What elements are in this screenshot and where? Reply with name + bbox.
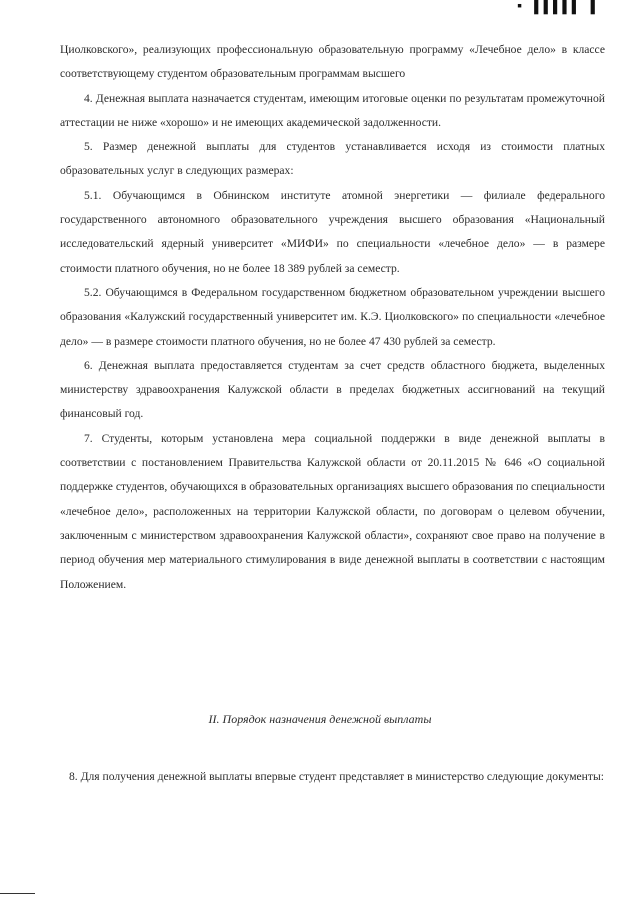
footnote-divider (0, 893, 35, 894)
paragraph-continuation: Циолковского», реализующих профессиональную образовательную программу «Лечебное дело» в классе соответствующему студентом образовательным программам высшего (60, 43, 605, 81)
section-heading: II. Порядок назначения денежной выплаты (208, 712, 432, 726)
paragraph-6: 6. Денежная выплата предоставляется студентам за счет средств областного бюджета, выделенных министерству здравоохранения Калужской области в пределах бюджетных ассигнований на текущий финансовый год. (60, 358, 605, 421)
paragraph-7: 7. Студенты, которым установлена мера социальной поддержки в виде денежной выплаты в соответствии с постановлением Правительства Калужской области от 20.11.2015 № 646 «О социальной поддержке студентов, обучающихся в образовательных организациях высшего образования по специальности «лечебное дело», расположенных на территории Калужской области, по договорам о целевом обучении, заключенным с министерством здравоохранения Калужской области», сохраняют свое право на получение в период обучения мер материального стимулирования в виде денежной выплаты в соответствии с настоящим Положением. (60, 431, 605, 591)
closing-section (45, 765, 605, 789)
paragraph-5-1: 5.1. Обучающимся в Обнинском институте атомной энергетики — филиале федерального государственного автономного образовательного учреждения высшего образования «Национальный исследовательский ядерный университет «МИФИ» по специальности «лечебное дело» — в размере стоимости платного обучения, но не более 18 389 рублей за семестр. (60, 188, 605, 275)
paragraph-5-2: 5.2. Обучающимся в Федеральном государственном бюджетном образовательном учреждении высшего образования «Калужский государственный университет им. К.Э. Циолковского» по специальности «лечебное дело» — в размере стоимости платного обучения, но не более 47 430 рублей за семестр. (60, 285, 605, 348)
paragraph-8: 8. Для получения денежной выплаты впервые студент представляет в министерство следующие документы: (69, 770, 604, 783)
paragraph-4: 4. Денежная выплата назначается студентам, имеющим итоговые оценки по результатам промежуточной аттестации не ниже «хорошо» и не имеющих академической задолженности. (60, 91, 605, 129)
document-body (60, 38, 605, 597)
paragraph-5: 5. Размер денежной выплаты для студентов устанавливается исходя из стоимости платных образовательных услуг в следующих размерах: (60, 140, 605, 178)
scan-mark: ▪ ▌▌▌▌▌ ▌ (515, 0, 600, 15)
